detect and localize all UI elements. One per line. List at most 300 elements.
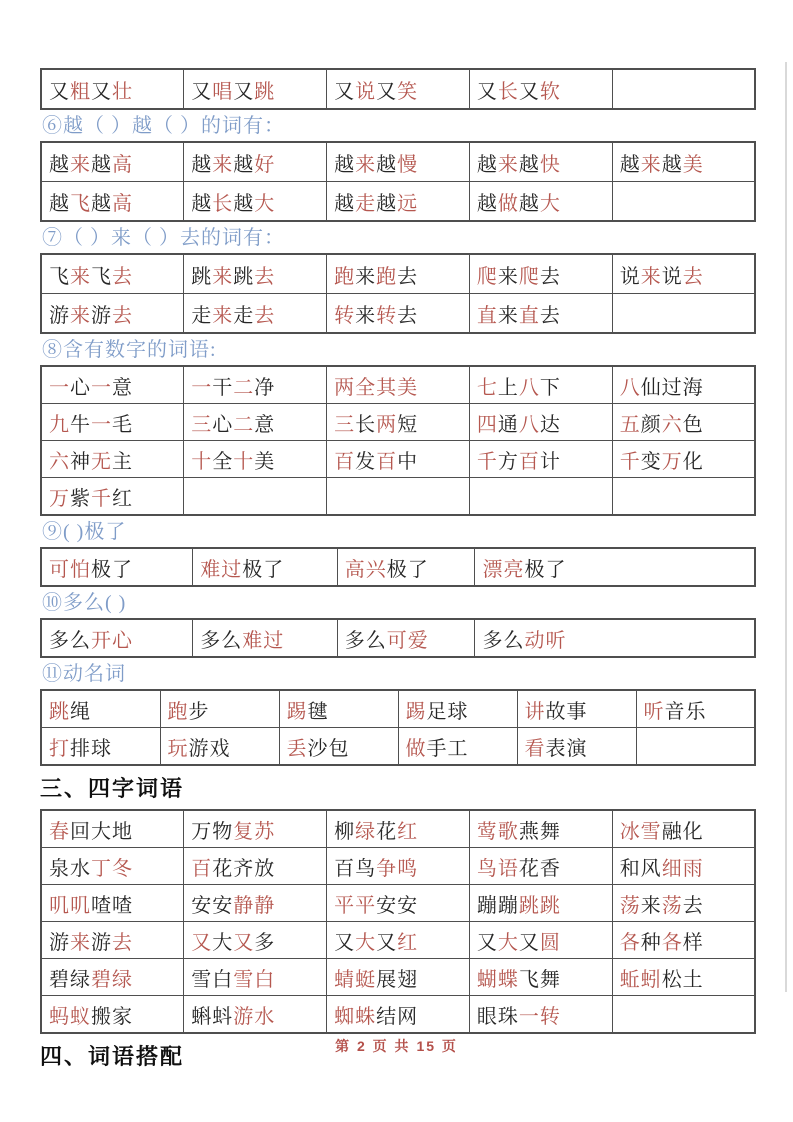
- base-text: 燕舞: [518, 820, 561, 843]
- base-text: 越: [49, 153, 70, 176]
- red-fill-text: 万: [49, 487, 70, 510]
- table-row: [41, 182, 755, 222]
- word-cell: [469, 848, 612, 885]
- red-fill-text: 玩: [167, 737, 189, 760]
- page-edge-line: [785, 62, 787, 992]
- base-text: 越: [91, 153, 112, 176]
- red-fill-text: 各: [619, 931, 641, 954]
- word-cell: [41, 441, 184, 478]
- red-fill-text: 冰雪: [619, 820, 662, 843]
- base-text: 步: [188, 700, 210, 723]
- red-fill-text: 转: [376, 304, 398, 327]
- word-cell: [327, 366, 470, 404]
- word-cell: [327, 254, 470, 294]
- table-row: [41, 441, 755, 478]
- word-cell: [469, 142, 612, 182]
- word-cell: [41, 366, 184, 404]
- red-fill-text: 直: [476, 304, 498, 327]
- word-cell: [327, 996, 470, 1034]
- word-cell: [636, 690, 755, 728]
- red-fill-text: 可怕: [49, 558, 91, 581]
- red-fill-text: 爬: [476, 265, 498, 288]
- word-cell: [475, 619, 755, 657]
- base-text: 手工: [426, 737, 469, 760]
- red-fill-text: 雪白: [233, 968, 276, 991]
- base-text: 蝌蚪: [191, 1005, 234, 1028]
- base-text: 来: [640, 894, 662, 917]
- base-text: 极了: [91, 558, 133, 581]
- red-fill-text: 去: [112, 931, 133, 954]
- word-cell: [469, 959, 612, 996]
- red-fill-text: 丢: [286, 737, 308, 760]
- heading-ji-le: ⑨( )极了: [42, 521, 127, 543]
- base-text: 跳: [191, 265, 213, 288]
- base-text: 雪白: [191, 968, 234, 991]
- red-fill-text: 一: [91, 413, 112, 436]
- base-text: 越: [191, 153, 213, 176]
- base-text: 又: [191, 80, 213, 103]
- red-fill-text: 莺歌: [476, 820, 519, 843]
- red-fill-text: 一: [49, 376, 70, 399]
- word-cell: [327, 885, 470, 922]
- word-cell: [41, 810, 184, 848]
- base-text: 多么: [482, 629, 525, 652]
- base-text: 走: [191, 304, 213, 327]
- red-fill-text: 唱: [212, 80, 234, 103]
- red-fill-text: 叽叽: [49, 894, 91, 917]
- base-text: 越: [91, 192, 112, 215]
- table-row: [41, 922, 755, 959]
- base-text: 多么: [49, 629, 91, 652]
- base-text: 去: [682, 894, 704, 917]
- base-text: 游: [49, 304, 70, 327]
- base-text: 花: [376, 820, 398, 843]
- base-text: 沙包: [307, 737, 350, 760]
- word-cell: [469, 441, 612, 478]
- base-text: 越: [619, 153, 641, 176]
- red-fill-text: 高: [112, 153, 133, 176]
- base-text: 色: [682, 413, 704, 436]
- word-cell: [327, 959, 470, 996]
- base-text: 安安: [376, 894, 419, 917]
- base-text: 搬家: [91, 1005, 133, 1028]
- word-cell: [193, 619, 338, 657]
- red-fill-text: 鸟语: [476, 857, 519, 880]
- red-fill-text: 来: [640, 153, 662, 176]
- base-text: 去: [397, 304, 419, 327]
- base-text: 说: [661, 265, 683, 288]
- red-fill-text: 一: [91, 376, 112, 399]
- word-cell: [636, 728, 755, 766]
- red-fill-text: 好: [254, 153, 276, 176]
- red-fill-text: 来: [70, 265, 91, 288]
- table-verb-noun: [40, 689, 756, 766]
- red-fill-text: 百: [518, 450, 540, 473]
- red-fill-text: 长: [497, 80, 519, 103]
- word-cell: [41, 619, 193, 657]
- word-cell: [612, 922, 755, 959]
- base-text: 中: [397, 450, 419, 473]
- table-row: [41, 366, 755, 404]
- red-fill-text: 来: [497, 153, 519, 176]
- base-text: 化: [682, 450, 704, 473]
- word-cell: [612, 254, 755, 294]
- red-fill-text: 蚯蚓: [619, 968, 662, 991]
- heading-word-pairing: 四、词语搭配: [40, 1044, 185, 1069]
- word-cell: [469, 366, 612, 404]
- base-text: 意: [254, 413, 276, 436]
- base-text: 游: [91, 304, 112, 327]
- red-fill-text: 来: [70, 304, 91, 327]
- base-text: 飞: [91, 265, 112, 288]
- red-fill-text: 蜻蜓: [334, 968, 377, 991]
- base-text: 蹦蹦: [476, 894, 519, 917]
- table-row: [41, 728, 755, 766]
- red-fill-text: 圆: [539, 931, 561, 954]
- table-yue-lai-yue: [40, 141, 756, 222]
- base-text: 多么: [200, 629, 243, 652]
- red-fill-text: 八: [518, 413, 540, 436]
- base-text: 干: [212, 376, 234, 399]
- heading-four-char-words: 三、四字词语: [40, 776, 185, 801]
- word-cell: [184, 996, 327, 1034]
- word-cell: [612, 996, 755, 1034]
- red-fill-text: 来: [70, 931, 91, 954]
- word-cell: [184, 366, 327, 404]
- word-cell: [184, 142, 327, 182]
- red-fill-text: 百: [191, 857, 213, 880]
- heading-lai-qu: ⑦（ ）来（ ）去的词有：: [42, 227, 285, 249]
- word-cell: [327, 810, 470, 848]
- red-fill-text: 千: [476, 450, 498, 473]
- base-text: 跳: [233, 265, 255, 288]
- base-text: 越: [191, 192, 213, 215]
- red-fill-text: 爬: [518, 265, 540, 288]
- base-text: 又: [376, 931, 398, 954]
- red-fill-text: 二: [233, 413, 255, 436]
- base-text: 种: [640, 931, 662, 954]
- base-text: 多: [254, 931, 276, 954]
- red-fill-text: 来: [355, 153, 377, 176]
- base-text: 又: [518, 80, 540, 103]
- word-cell: [193, 548, 338, 586]
- word-cell: [41, 182, 184, 222]
- red-fill-text: 长: [212, 192, 234, 215]
- base-text: 安安: [191, 894, 234, 917]
- red-fill-text: 高兴: [344, 558, 387, 581]
- red-fill-text: 六: [661, 413, 683, 436]
- red-fill-text: 十: [191, 450, 213, 473]
- red-fill-text: 去: [112, 265, 133, 288]
- base-text: 绳: [70, 700, 91, 723]
- table-row: [41, 996, 755, 1034]
- red-fill-text: 转: [334, 304, 356, 327]
- red-fill-text: 大: [254, 192, 276, 215]
- red-fill-text: 又: [191, 931, 213, 954]
- word-cell: [337, 548, 475, 586]
- base-text: 变: [640, 450, 662, 473]
- heading-number-words: ⑧含有数字的词语:: [42, 339, 217, 361]
- base-text: 牛: [70, 413, 91, 436]
- red-fill-text: 跑: [376, 265, 398, 288]
- red-fill-text: 争鸣: [376, 857, 419, 880]
- word-cell: [327, 69, 470, 109]
- base-text: 紫: [70, 487, 91, 510]
- base-text: 展翅: [376, 968, 419, 991]
- red-fill-text: 跳: [254, 80, 276, 103]
- base-text: 来: [497, 265, 519, 288]
- red-fill-text: 漂亮: [482, 558, 525, 581]
- red-fill-text: 大: [355, 931, 377, 954]
- table-four-char-words: [40, 809, 756, 1034]
- word-cell: [41, 848, 184, 885]
- red-fill-text: 平平: [334, 894, 377, 917]
- red-fill-text: 静静: [233, 894, 276, 917]
- red-fill-text: 五: [619, 413, 641, 436]
- base-text: 神: [70, 450, 91, 473]
- base-text: 万物: [191, 820, 234, 843]
- base-text: 又: [476, 80, 498, 103]
- base-text: 越: [518, 153, 540, 176]
- red-fill-text: 各: [661, 931, 683, 954]
- red-fill-text: 游水: [233, 1005, 276, 1028]
- base-text: 达: [539, 413, 561, 436]
- word-cell: [41, 959, 184, 996]
- table-lai-qu: [40, 253, 756, 334]
- red-fill-text: 做: [497, 192, 519, 215]
- base-text: 越: [518, 192, 540, 215]
- word-cell: [41, 404, 184, 441]
- word-cell: [469, 254, 612, 294]
- word-cell: [469, 996, 612, 1034]
- red-fill-text: 跑: [334, 265, 356, 288]
- base-text: 来: [497, 304, 519, 327]
- base-text: 去: [397, 265, 419, 288]
- base-text: 全: [212, 450, 234, 473]
- base-text: 方: [497, 450, 519, 473]
- table-row: [41, 810, 755, 848]
- word-cell: [469, 478, 612, 516]
- word-cell: [184, 848, 327, 885]
- red-fill-text: 荡: [619, 894, 641, 917]
- word-cell: [327, 142, 470, 182]
- red-fill-text: 难过: [200, 558, 243, 581]
- red-fill-text: 一转: [518, 1005, 561, 1028]
- red-fill-text: 一: [191, 376, 213, 399]
- red-fill-text: 细雨: [661, 857, 704, 880]
- base-text: 说: [619, 265, 641, 288]
- red-fill-text: 听: [643, 700, 665, 723]
- word-cell: [184, 404, 327, 441]
- base-text: 多么: [344, 629, 387, 652]
- base-text: 碧绿: [49, 968, 91, 991]
- red-fill-text: 难过: [242, 629, 285, 652]
- word-cell: [41, 294, 184, 334]
- red-fill-text: 壮: [112, 80, 133, 103]
- table-duo-me: [40, 618, 756, 658]
- base-text: 心: [70, 376, 91, 399]
- word-cell: [41, 254, 184, 294]
- word-cell: [327, 404, 470, 441]
- base-text: 发: [355, 450, 377, 473]
- word-cell: [469, 810, 612, 848]
- base-text: 足球: [426, 700, 469, 723]
- word-cell: [184, 959, 327, 996]
- red-fill-text: 红: [397, 931, 419, 954]
- red-fill-text: 复苏: [233, 820, 276, 843]
- base-text: 走: [233, 304, 255, 327]
- table-row: [41, 478, 755, 516]
- base-text: 下: [539, 376, 561, 399]
- word-cell: [41, 922, 184, 959]
- base-text: 松土: [661, 968, 704, 991]
- base-text: 净: [254, 376, 276, 399]
- word-cell: [612, 69, 755, 109]
- heading-yue-lai-yue: ⑥越（ ）越（ ）的词有：: [42, 115, 285, 137]
- red-fill-text: 大: [497, 931, 519, 954]
- base-text: 极了: [524, 558, 567, 581]
- red-fill-text: 来: [212, 265, 234, 288]
- table-row: [41, 959, 755, 996]
- red-fill-text: 直: [518, 304, 540, 327]
- base-text: 融化: [661, 820, 704, 843]
- base-text: 越: [476, 153, 498, 176]
- word-cell: [327, 441, 470, 478]
- red-fill-text: 丁冬: [91, 857, 133, 880]
- table-row: [41, 690, 755, 728]
- red-fill-text: 春: [49, 820, 70, 843]
- word-cell: [41, 548, 193, 586]
- base-text: 故事: [545, 700, 588, 723]
- base-text: 游戏: [188, 737, 231, 760]
- word-cell: [469, 885, 612, 922]
- table-row: [41, 548, 755, 586]
- base-text: 主: [112, 450, 133, 473]
- red-fill-text: 慢: [397, 153, 419, 176]
- red-fill-text: 踢: [286, 700, 308, 723]
- word-cell: [41, 728, 160, 766]
- red-fill-text: 蚂蚁: [49, 1005, 91, 1028]
- red-fill-text: 做: [405, 737, 427, 760]
- red-fill-text: 软: [539, 80, 561, 103]
- word-cell: [160, 690, 279, 728]
- red-fill-text: 飞: [70, 192, 91, 215]
- word-cell: [327, 922, 470, 959]
- word-cell: [41, 142, 184, 182]
- red-fill-text: 走: [355, 192, 377, 215]
- red-fill-text: 二: [233, 376, 255, 399]
- red-fill-text: 又: [233, 931, 255, 954]
- word-cell: [612, 478, 755, 516]
- word-cell: [469, 294, 612, 334]
- red-fill-text: 可爱: [386, 629, 429, 652]
- red-fill-text: 跳: [49, 700, 70, 723]
- table-number-words: [40, 365, 756, 516]
- base-text: 毽: [307, 700, 329, 723]
- word-cell: [469, 922, 612, 959]
- table-you-x-you-y: [40, 68, 756, 110]
- base-text: 又: [91, 80, 112, 103]
- red-fill-text: 蜘蛛: [334, 1005, 377, 1028]
- base-text: 花齐放: [212, 857, 276, 880]
- word-cell: [612, 366, 755, 404]
- word-cell: [279, 728, 398, 766]
- word-cell: [612, 182, 755, 222]
- base-text: 通: [497, 413, 519, 436]
- base-text: 极了: [242, 558, 285, 581]
- base-text: 仙过海: [640, 376, 704, 399]
- red-fill-text: 十: [233, 450, 255, 473]
- red-fill-text: 无: [91, 450, 112, 473]
- base-text: 上: [497, 376, 519, 399]
- base-text: 越: [376, 192, 398, 215]
- red-fill-text: 七: [476, 376, 498, 399]
- heading-duo-me: ⑩多么( ): [42, 592, 127, 614]
- word-cell: [612, 404, 755, 441]
- red-fill-text: 九: [49, 413, 70, 436]
- red-fill-text: 跳跳: [518, 894, 561, 917]
- red-fill-text: 三: [191, 413, 213, 436]
- word-cell: [184, 478, 327, 516]
- word-cell: [41, 690, 160, 728]
- word-cell: [327, 294, 470, 334]
- base-text: 红: [112, 487, 133, 510]
- red-fill-text: 六: [49, 450, 70, 473]
- red-fill-text: 八: [518, 376, 540, 399]
- word-cell: [184, 182, 327, 222]
- base-text: 颜: [640, 413, 662, 436]
- table-row: [41, 404, 755, 441]
- word-cell: [184, 885, 327, 922]
- base-text: 样: [682, 931, 704, 954]
- word-cell: [612, 848, 755, 885]
- base-text: 排球: [70, 737, 112, 760]
- red-fill-text: 远: [397, 192, 419, 215]
- base-text: 飞舞: [518, 968, 561, 991]
- red-fill-text: 去: [254, 304, 276, 327]
- base-text: 音乐: [664, 700, 707, 723]
- base-text: 来: [355, 265, 377, 288]
- base-text: 又: [334, 80, 356, 103]
- red-fill-text: 讲: [524, 700, 546, 723]
- word-cell: [160, 728, 279, 766]
- base-text: 毛: [112, 413, 133, 436]
- red-fill-text: 蝴蝶: [476, 968, 519, 991]
- base-text: 又: [518, 931, 540, 954]
- red-fill-text: 来: [70, 153, 91, 176]
- word-cell: [475, 548, 755, 586]
- red-fill-text: 去: [682, 265, 704, 288]
- base-text: 游: [91, 931, 112, 954]
- red-fill-text: 打: [49, 737, 70, 760]
- base-text: 喳喳: [91, 894, 133, 917]
- red-fill-text: 三: [334, 413, 356, 436]
- base-text: 柳: [334, 820, 356, 843]
- word-cell: [612, 959, 755, 996]
- base-text: 又: [233, 80, 255, 103]
- word-cell: [612, 810, 755, 848]
- base-text: 游: [49, 931, 70, 954]
- base-text: 又: [49, 80, 70, 103]
- word-cell: [184, 294, 327, 334]
- base-text: 极了: [386, 558, 429, 581]
- base-text: 泉水: [49, 857, 91, 880]
- word-cell: [398, 728, 517, 766]
- table-row: [41, 254, 755, 294]
- base-text: 花香: [518, 857, 561, 880]
- base-text: 越: [233, 192, 255, 215]
- word-cell: [469, 69, 612, 109]
